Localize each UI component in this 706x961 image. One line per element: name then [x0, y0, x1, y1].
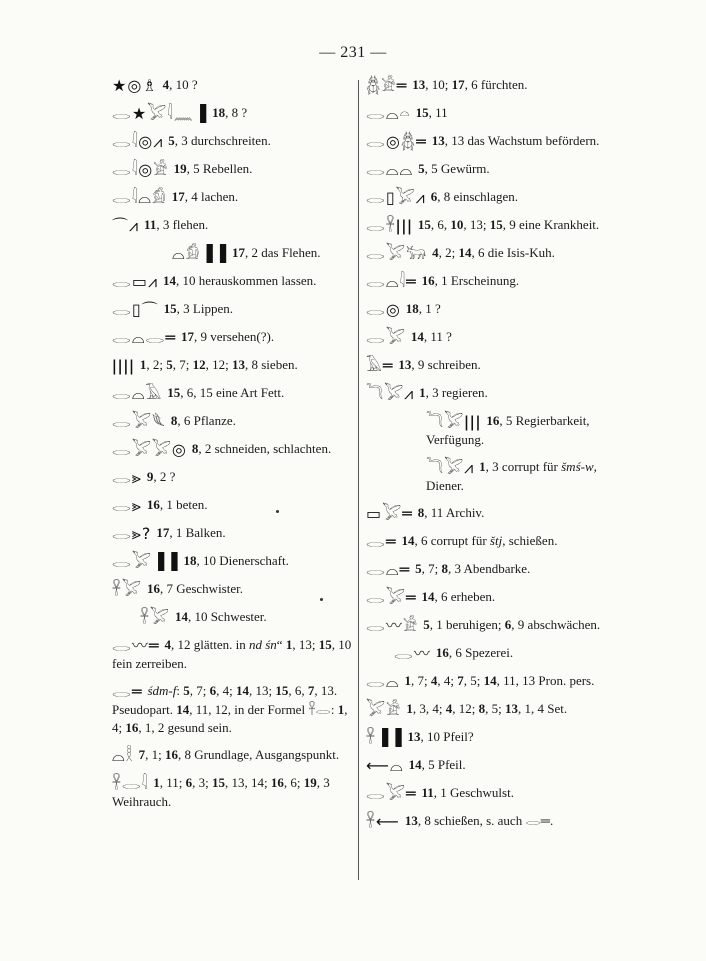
hieroglyph-group: 𓂋▭⩘: [112, 272, 158, 292]
dictionary-entry: [112, 104, 352, 123]
hieroglyph-group: 𓋹𓂋𓇋: [112, 774, 149, 794]
dictionary-entry: [112, 328, 352, 347]
hieroglyph-group: 𓂋⪢: [112, 468, 142, 488]
hieroglyph-group: 𓆓𓅯⩘: [426, 458, 475, 478]
entry-text: 5, 5 Gewürm.: [418, 161, 490, 177]
entry-text: 5, 7; 8, 3 Abendbarke.: [415, 561, 531, 577]
dictionary-entry: [112, 440, 352, 459]
dictionary-entry: [112, 412, 352, 431]
dictionary-entry: [366, 700, 602, 719]
hieroglyph-group: 𓂋◎𓆣═: [366, 132, 427, 152]
dictionary-entry: [366, 532, 602, 551]
entry-text: 13, 8 schießen, s. auch 𓂋═.: [404, 813, 554, 829]
entry-text: 5, 1 beruhigen; 6, 9 abschwächen.: [423, 617, 601, 633]
entry-text: 16, 7 Geschwister.: [146, 581, 243, 597]
hieroglyph-group: 𓂋⌓𓏏: [366, 104, 411, 124]
entry-text: 4, 2; 14, 6 die Isis-Kuh.: [432, 245, 555, 261]
entry-text: 18, 8 ?: [212, 105, 248, 121]
hieroglyph-group: ⌓𓎛: [112, 746, 134, 766]
right-column: [366, 76, 602, 840]
dictionary-entry: [366, 504, 602, 523]
dictionary-entry: [112, 524, 352, 543]
dictionary-entry: [112, 774, 352, 811]
dictionary-entry: [366, 756, 602, 775]
dictionary-entry: [366, 784, 602, 803]
dictionary-entry: [112, 76, 352, 95]
hieroglyph-group: 𓂋═: [112, 682, 143, 702]
dictionary-entry: [112, 132, 352, 151]
page-number: — 231 —: [319, 44, 387, 61]
hieroglyph-group: 𓂋⌓⌓: [366, 160, 414, 180]
dictionary-entry: [366, 104, 602, 123]
dictionary-entry: [366, 300, 602, 319]
entry-text: 15, 3 Lippen.: [163, 301, 233, 317]
hieroglyph-group: 𓆓𓅯ǀǀǀ: [426, 412, 482, 432]
hieroglyph-group: 𓂋▯⌒: [112, 300, 159, 320]
hieroglyph-group: 𓋹▐▐: [366, 728, 403, 748]
dictionary-entry: [366, 412, 602, 449]
hieroglyph-group: 𓂋⌓𓄿: [112, 384, 163, 404]
hieroglyph-group: ⌓𓀁▐▐: [172, 244, 228, 264]
hieroglyph-group: 𓂋𓅯: [366, 328, 406, 348]
entry-text: 1, 3, 4; 4, 12; 8, 5; 13, 1, 4 Set.: [406, 701, 568, 717]
dictionary-entry: [112, 160, 352, 179]
entry-text: 8, 11 Archiv.: [417, 505, 485, 521]
hieroglyph-group: 𓂋⌓═: [366, 560, 411, 580]
entry-text: 1, 2; 5, 7; 12, 12; 13, 8 sieben.: [139, 357, 298, 373]
dictionary-entry: [112, 300, 352, 319]
left-column: [112, 76, 352, 820]
dictionary-entry: [112, 552, 352, 571]
hieroglyph-group: 𓂋⪢: [112, 496, 142, 516]
dictionary-entry: [366, 560, 602, 579]
hieroglyph-group: 𓂋𓅯▐▐: [112, 552, 179, 572]
hieroglyph-group: 𓆓𓅯⩘: [366, 384, 415, 404]
entry-text: 1, 7; 4, 4; 7, 5; 14, 11, 13 Pron. pers.: [404, 673, 595, 689]
dictionary-entry: [112, 682, 352, 737]
ink-speck: [276, 510, 279, 513]
hieroglyph-group: ⌒⩘: [112, 216, 140, 236]
dictionary-entry: [366, 244, 602, 263]
entry-text: 4, 10 ?: [162, 77, 198, 92]
entry-text: 14, 6 corrupt für štj, schießen.: [401, 533, 558, 549]
entry-text: 17, 2 das Flehen.: [232, 245, 321, 261]
dictionary-entry: [112, 468, 352, 487]
hieroglyph-group: 𓂋⌓𓂋═: [112, 328, 176, 348]
hieroglyph-group: 𓂋〰═: [112, 636, 160, 656]
entry-text: 15, 6, 10, 13; 15, 9 eine Krankheit.: [417, 217, 600, 233]
dictionary-entry: [366, 672, 602, 691]
hieroglyph-group: 𓂋═: [366, 532, 397, 552]
dictionary-entry: [366, 188, 602, 207]
entry-text: 14, 6 erheben.: [421, 589, 496, 605]
hieroglyph-group: ǀǀǀǀ: [112, 356, 135, 376]
entry-text: 14, 10 herauskommen lassen.: [162, 273, 317, 289]
entry-text: 15, 11: [415, 105, 448, 121]
hieroglyph-group: 𓂋𓇋◎𓀀: [112, 160, 169, 180]
hieroglyph-group: 𓂋𓅯𓅯◎: [112, 440, 187, 460]
dictionary-entry: [112, 216, 352, 235]
dictionary-entry: [366, 616, 602, 635]
hieroglyph-group: 𓂋𓋹ǀǀǀ: [366, 216, 413, 236]
dictionary-entry: [366, 458, 602, 495]
dictionary-entry: [366, 328, 602, 347]
entry-text: 5, 3 durchschreiten.: [168, 133, 271, 149]
entry-text: 6, 8 einschlagen.: [430, 189, 519, 205]
dictionary-entry: [366, 588, 602, 607]
dictionary-entry: [112, 636, 352, 673]
hieroglyph-group: ⟵⌓: [366, 756, 404, 776]
column-divider: [358, 80, 359, 880]
entry-text: 13, 9 schreiben.: [398, 357, 481, 373]
dictionary-entry: [112, 272, 352, 291]
hieroglyph-group: 𓂋〰: [394, 644, 431, 664]
dictionary-entry: [112, 746, 352, 765]
hieroglyph-group: 𓂋⌓: [366, 672, 400, 692]
hieroglyph-group: 𓂋𓇋⌓𓀁: [112, 188, 167, 208]
entry-text: 16, 1 beten.: [146, 497, 208, 513]
hieroglyph-group: 𓂋𓅯═: [366, 588, 417, 608]
entry-text: 7, 1; 16, 8 Grundlage, Ausgangspunkt.: [138, 747, 340, 763]
hieroglyph-group: 𓂋▯𓅯⩘: [366, 188, 426, 208]
hieroglyph-group: 𓂋⌓𓇋═: [366, 272, 417, 292]
hieroglyph-group: 𓂋𓅯𓆰: [112, 412, 166, 432]
entry-text: 1, 3 corrupt für šmś-w, Diener.: [426, 459, 597, 494]
hieroglyph-group: ▭𓅯═: [366, 504, 413, 524]
hieroglyph-group: 𓂋★𓅯𓇋𓈖▐: [112, 104, 208, 124]
dictionary-entry: [112, 188, 352, 207]
entry-text: 11, 1 Geschwulst.: [421, 785, 514, 801]
dictionary-entry: [112, 384, 352, 403]
entry-text: 18, 10 Dienerschaft.: [183, 553, 289, 569]
dictionary-entry: [112, 580, 352, 599]
dictionary-entry: [366, 160, 602, 179]
entry-text: 13, 13 das Wachstum befördern.: [431, 133, 600, 149]
entry-text: 8, 2 schneiden, schlachten.: [191, 441, 332, 457]
entry-text: 18, 1 ?: [405, 301, 441, 317]
hieroglyph-group: 𓋹⟵: [366, 812, 400, 832]
entry-text: 1, 3 regieren.: [419, 385, 488, 401]
entry-text: 17, 9 versehen(?).: [180, 329, 275, 345]
entry-text: 4, 12 glätten. in nd śn“ 1, 13; 15, 10 fein zerreiben.: [112, 637, 352, 672]
dictionary-entry: [366, 356, 602, 375]
entry-text: 14, 5 Pfeil.: [408, 757, 466, 773]
entry-text: 17, 1 Balken.: [156, 525, 226, 541]
dictionary-entry: [112, 356, 352, 375]
dictionary-entry: [366, 272, 602, 291]
entry-text: 8, 6 Pflanze.: [170, 413, 236, 429]
entry-text: śdm-f: 5, 7; 6, 4; 14, 13; 15, 6, 7, 13. Pseudopart. 14, 11, 12, in der Formel 𓋹𓂋: 1, 4; 16, 1, 2 gesund sein.: [112, 683, 348, 736]
entry-text: 15, 6, 15 eine Art Fett.: [167, 385, 285, 401]
hieroglyph-group: 𓆣𓀀═: [366, 76, 408, 96]
hieroglyph-group: 𓂋◎: [366, 300, 401, 320]
entry-text: 11, 3 flehen.: [144, 217, 209, 233]
entry-text: 16, 5 Regierbarkeit, Verfügung.: [426, 413, 590, 448]
dictionary-entry: [112, 496, 352, 515]
dictionary-entry: [112, 244, 352, 263]
hieroglyph-group: 𓋹𓅯: [112, 580, 142, 600]
dictionary-entry: [366, 76, 602, 95]
dictionary-entry: [112, 608, 352, 627]
hieroglyph-group: 𓋹𓅯: [140, 608, 170, 628]
hieroglyph-group: 𓂋𓇋◎⩘: [112, 132, 164, 152]
hieroglyph-group: 𓂋𓅯𓃒: [366, 244, 428, 264]
dictionary-entry: [366, 216, 602, 235]
entry-text: 13, 10 Pfeil?: [407, 729, 474, 745]
hieroglyph-group: 𓅯𓀀: [366, 700, 402, 720]
hieroglyph-group: 𓄿═: [366, 356, 394, 376]
dictionary-entry: [366, 812, 602, 831]
entry-text: 13, 10; 17, 6 fürchten.: [412, 77, 528, 92]
hieroglyph-group: 𓂋𓅯═: [366, 784, 417, 804]
entry-text: 14, 10 Schwester.: [174, 609, 267, 625]
entry-text: 9, 2 ?: [146, 469, 176, 485]
entry-text: 16, 6 Spezerei.: [435, 645, 514, 661]
hieroglyph-group: 𓂋⪢?: [112, 524, 152, 544]
hieroglyph-group: 𓂋〰𓀀: [366, 616, 419, 636]
ink-speck: [320, 598, 323, 601]
hieroglyph-group: ★◎♗: [112, 76, 158, 96]
entry-text: 19, 5 Rebellen.: [173, 161, 253, 177]
dictionary-entry: [366, 728, 602, 747]
dictionary-entry: [366, 644, 602, 663]
dictionary-entry: [366, 132, 602, 151]
entry-text: 17, 4 lachen.: [171, 189, 239, 205]
entry-text: 16, 1 Erscheinung.: [421, 273, 520, 289]
entry-text: 1, 11; 6, 3; 15, 13, 14; 16, 6; 19, 3 Weihrauch.: [112, 775, 330, 810]
dictionary-entry: [366, 384, 602, 403]
entry-text: 14, 11 ?: [410, 329, 452, 345]
